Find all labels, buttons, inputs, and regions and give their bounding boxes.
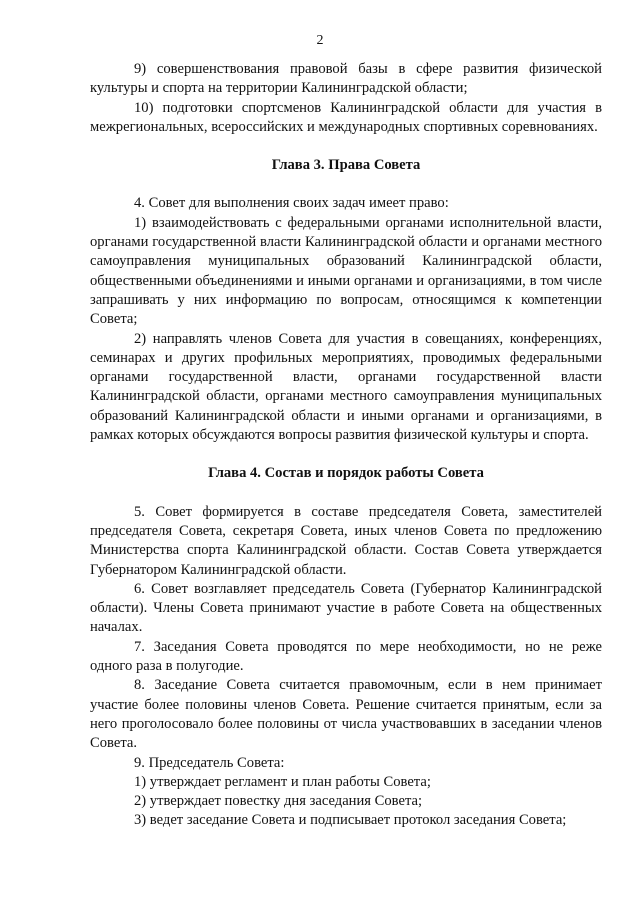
paragraph-section-9-item-1: 1) утверждает регламент и план работы Совета; [134, 773, 431, 790]
paragraph-section-4-item-1: 1) взаимодействовать с федеральными органами исполнительной власти, органами государственной власти Калининградской области и органами местного самоуправления муниципальных образований Калининградской области, общественными объединениями и иными органами и организациями, в том числе запрашивать у них информацию по вопросам, относящимся к компетенции Совета; [90, 214, 602, 328]
chapter-3-heading: Глава 3. Права Совета [271, 157, 421, 174]
spacer [90, 137, 602, 156]
paragraph-section-4: 4. Совет для выполнения своих задач имеет право: [134, 195, 449, 212]
paragraph-section-7: 7. Заседания Совета проводятся по мере необходимости, но не реже одного раза в полугодие. [90, 638, 602, 675]
spacer [90, 445, 602, 464]
paragraph-item-10: 10) подготовки спортсменов Калининградской области для участия в межрегиональных, всероссийских и международных спортивных соревнованиях. [90, 99, 602, 135]
spacer [90, 175, 602, 194]
spacer [90, 484, 602, 503]
paragraph-section-4-item-2: 2) направлять членов Совета для участия в совещаниях, конференциях, семинарах и других профильных мероприятиях, проводимых федеральными органами государственной власти, органами государственной власти Калининградской области, органами местного самоуправления муниципальных образований Калининградской области и иными органами и организациями, в рамках которых обсуждаются вопросы развития физической культуры и спорта. [90, 330, 602, 444]
paragraph-section-5: 5. Совет формируется в составе председателя Совета, заместителей председателя Совета, секретаря Совета, иных членов Совета по предложению Министерства спорта Калининградской области. Состав Совета утверждается Губернатором Калининградской области. [90, 503, 602, 578]
paragraph-item-9: 9) совершенствования правовой базы в сфере развития физической культуры и спорта на территории Калининградской области; [90, 61, 602, 97]
chapter-4-heading: Глава 4. Состав и порядок работы Совета [208, 465, 484, 482]
page-number: 2 [316, 33, 324, 48]
paragraph-section-9-item-2: 2) утверждает повестку дня заседания Совета; [134, 793, 423, 810]
paragraph-section-9-item-3: 3) ведет заседание Совета и подписывает протокол заседания Совета; [134, 812, 567, 829]
paragraph-section-6: 6. Совет возглавляет председатель Совета (Губернатор Калининградской области). Члены Совета принимают участие в работе Совета на общественных началах. [90, 580, 602, 636]
paragraph-section-8: 8. Заседание Совета считается правомочным, если в нем принимает участие более половины членов Совета. Решение считается принятым, если за него проголосовало более половины от числа участвовавших в заседании членов Совета. [90, 677, 602, 752]
paragraph-section-9: 9. Председатель Совета: [134, 754, 285, 771]
document-body [90, 60, 602, 831]
